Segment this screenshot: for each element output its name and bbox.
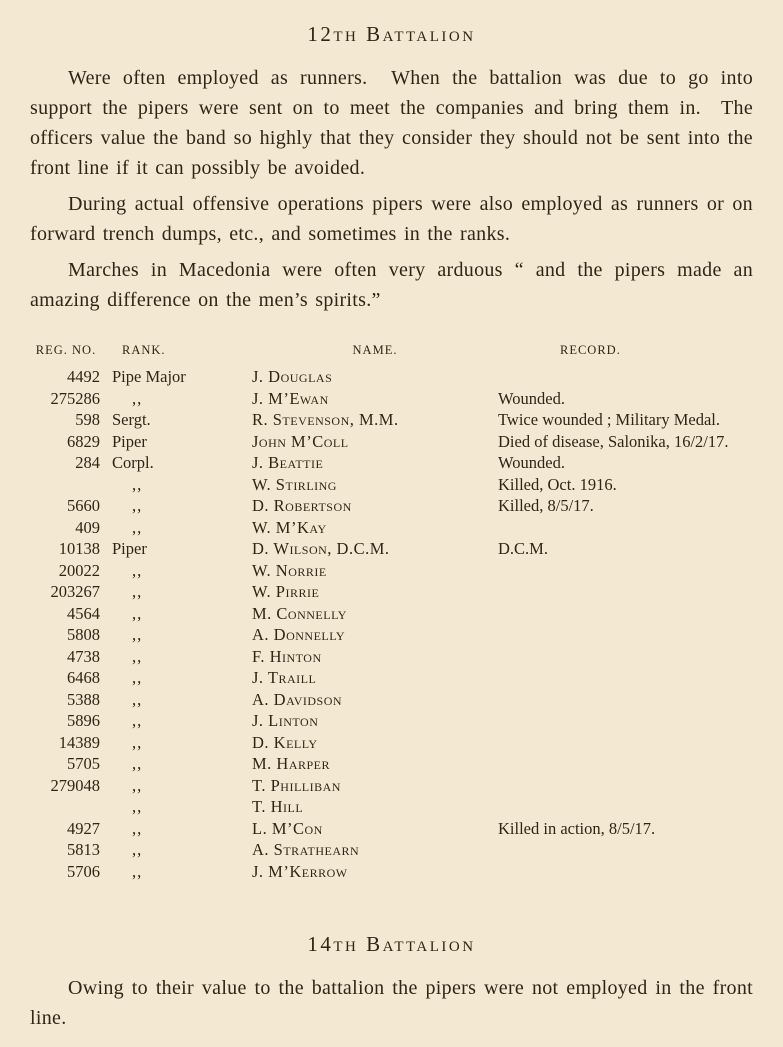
roster-body bbox=[30, 366, 753, 882]
cell-reg: 409 bbox=[75, 517, 100, 537]
cell-record: D.C.M. bbox=[498, 539, 548, 558]
cell-name: John M’Coll bbox=[252, 431, 349, 451]
cell-record bbox=[498, 861, 753, 883]
table-row bbox=[30, 753, 753, 775]
cell-reg: 284 bbox=[75, 453, 100, 472]
cell-reg: 4564 bbox=[67, 603, 100, 623]
cell-rank: Piper bbox=[112, 431, 147, 451]
cell-reg: 6468 bbox=[67, 668, 100, 687]
header-name: NAME. bbox=[352, 343, 398, 357]
cell-reg: 6829 bbox=[67, 431, 100, 451]
table-row bbox=[30, 689, 753, 711]
cell-rank: ,, bbox=[132, 582, 143, 601]
table-row bbox=[30, 646, 753, 668]
cell-record bbox=[498, 753, 753, 775]
table-row bbox=[30, 560, 753, 582]
cell-name: M. Connelly bbox=[252, 603, 347, 623]
header-row bbox=[30, 343, 753, 366]
table-row bbox=[30, 366, 753, 388]
table-row bbox=[30, 409, 753, 431]
cell-rank: ,, bbox=[132, 646, 143, 666]
cell-rank: ,, bbox=[132, 732, 143, 752]
cell-record bbox=[498, 689, 753, 711]
table-row bbox=[30, 818, 753, 840]
cell-record bbox=[498, 603, 753, 625]
table-row bbox=[30, 667, 753, 689]
cell-reg: 20022 bbox=[58, 560, 100, 580]
cell-name: W. Stirling bbox=[252, 474, 337, 494]
cell-reg: 4492 bbox=[67, 367, 100, 386]
table-row bbox=[30, 839, 753, 861]
cell-rank: ,, bbox=[132, 517, 143, 537]
cell-rank: Corpl. bbox=[112, 453, 154, 472]
cell-reg: 5388 bbox=[67, 689, 100, 709]
cell-reg: 203267 bbox=[50, 582, 100, 601]
piper-roster-table bbox=[30, 343, 753, 882]
paragraph-macedonia-marches: Marches in Macedonia were often very arduous “ and the pipers made an amazing difference on the men’s spirits.” bbox=[30, 259, 753, 311]
cell-record: Killed in action, 8/5/17. bbox=[498, 818, 656, 838]
header-rank: RANK. bbox=[122, 343, 166, 357]
cell-record: Wounded. bbox=[498, 388, 565, 408]
table-row bbox=[30, 431, 753, 453]
table-row bbox=[30, 861, 753, 883]
section-title-12th-battalion: 12th Battalion bbox=[307, 22, 476, 46]
cell-rank: ,, bbox=[132, 603, 143, 623]
cell-name: A. Davidson bbox=[252, 689, 343, 709]
paragraph-14th-battalion: Owing to their value to the battalion the pipers were not employed in the front line. bbox=[30, 977, 753, 1029]
cell-reg: 14389 bbox=[58, 732, 100, 752]
cell-name: J. Traill bbox=[252, 668, 317, 687]
cell-rank: Piper bbox=[112, 539, 147, 558]
cell-record: Died of disease, Salonika, 16/2/17. bbox=[498, 431, 729, 451]
table-row bbox=[30, 775, 753, 797]
table-row bbox=[30, 517, 753, 539]
cell-rank: ,, bbox=[132, 689, 143, 709]
cell-name: D. Kelly bbox=[252, 732, 318, 752]
cell-name: J. M’Ewan bbox=[252, 388, 329, 408]
paragraph-offensive-operations: During actual offensive operations pipers were also employed as runners or on forward trench dumps, etc., and sometimes in the ranks. bbox=[30, 193, 753, 245]
cell-record bbox=[498, 581, 753, 603]
table-row bbox=[30, 624, 753, 646]
cell-name: W. Norrie bbox=[252, 560, 327, 580]
cell-name: D. Wilson, D.C.M. bbox=[252, 539, 390, 558]
cell-record: Killed, Oct. 1916. bbox=[498, 474, 617, 494]
cell-reg: 4927 bbox=[67, 818, 100, 838]
cell-reg: 10138 bbox=[58, 539, 100, 558]
cell-rank: ,, bbox=[132, 560, 143, 580]
cell-name: J. Linton bbox=[252, 711, 319, 730]
cell-name: J. M’Kerrow bbox=[252, 861, 348, 881]
cell-name: T. Philliban bbox=[252, 775, 341, 795]
cell-reg bbox=[30, 474, 102, 496]
cell-record bbox=[498, 732, 753, 754]
cell-name: A. Strathearn bbox=[252, 840, 360, 859]
cell-rank: ,, bbox=[132, 775, 143, 795]
cell-name: A. Donnelly bbox=[252, 625, 346, 644]
table-row bbox=[30, 581, 753, 603]
cell-record bbox=[498, 624, 753, 646]
cell-reg: 5705 bbox=[67, 754, 100, 773]
cell-rank: ,, bbox=[132, 818, 143, 838]
cell-rank: ,, bbox=[132, 474, 143, 494]
cell-record bbox=[498, 775, 753, 797]
cell-reg: 5896 bbox=[67, 711, 100, 730]
cell-record: Twice wounded ; Military Medal. bbox=[498, 410, 721, 429]
cell-rank: ,, bbox=[132, 861, 143, 881]
table-row bbox=[30, 474, 753, 496]
cell-rank: Pipe Major bbox=[112, 367, 186, 386]
cell-name: W. M’Kay bbox=[252, 517, 327, 537]
paragraph-runners: Were often employed as runners. When the battalion was due to go into support the pipers were sent on to meet the companies and bring them in. The officers value the band so highly that they consider they should not be sent into the front line if it can possibly be avoided. bbox=[30, 67, 753, 179]
cell-record bbox=[498, 646, 753, 668]
cell-name: F. Hinton bbox=[252, 646, 322, 666]
cell-name: R. Stevenson, M.M. bbox=[252, 410, 399, 429]
cell-record bbox=[498, 839, 753, 861]
table-row bbox=[30, 710, 753, 732]
table-row bbox=[30, 732, 753, 754]
table-row bbox=[30, 796, 753, 818]
cell-record: Wounded. bbox=[498, 453, 565, 472]
roster-header bbox=[30, 343, 753, 366]
table-row bbox=[30, 452, 753, 474]
cell-record bbox=[498, 796, 753, 818]
cell-rank: ,, bbox=[132, 625, 143, 644]
cell-reg: 275286 bbox=[50, 388, 100, 408]
header-record: RECORD. bbox=[560, 343, 621, 357]
cell-rank: ,, bbox=[132, 711, 143, 730]
cell-record bbox=[498, 517, 753, 539]
cell-name: J. Douglas bbox=[252, 367, 333, 386]
cell-name: D. Robertson bbox=[252, 496, 352, 515]
cell-record bbox=[498, 366, 753, 388]
cell-rank: ,, bbox=[132, 797, 143, 816]
cell-reg: 5660 bbox=[67, 496, 100, 515]
cell-rank: ,, bbox=[132, 840, 143, 859]
cell-record bbox=[498, 667, 753, 689]
cell-reg: 5813 bbox=[67, 840, 100, 859]
cell-rank: ,, bbox=[132, 388, 143, 408]
cell-reg: 598 bbox=[75, 410, 100, 429]
table-row bbox=[30, 388, 753, 410]
cell-rank: Sergt. bbox=[112, 410, 151, 429]
cell-reg: 4738 bbox=[67, 646, 100, 666]
cell-record: Killed, 8/5/17. bbox=[498, 496, 594, 515]
cell-rank: ,, bbox=[132, 496, 143, 515]
cell-name: L. M’Con bbox=[252, 818, 323, 838]
cell-name: T. Hill bbox=[252, 797, 304, 816]
cell-rank: ,, bbox=[132, 754, 143, 773]
section-title-14th-battalion: 14th Battalion bbox=[307, 932, 476, 956]
table-row bbox=[30, 538, 753, 560]
cell-reg: 5808 bbox=[67, 625, 100, 644]
cell-reg: 5706 bbox=[67, 861, 100, 881]
cell-reg: 279048 bbox=[50, 775, 100, 795]
cell-record bbox=[498, 710, 753, 732]
cell-reg bbox=[30, 796, 102, 818]
cell-name: M. Harper bbox=[252, 754, 331, 773]
cell-rank: ,, bbox=[132, 668, 143, 687]
cell-record bbox=[498, 560, 753, 582]
table-row bbox=[30, 495, 753, 517]
cell-name: J. Beattie bbox=[252, 453, 324, 472]
cell-name: W. Pirrie bbox=[252, 582, 320, 601]
table-row bbox=[30, 603, 753, 625]
header-reg-no: REG. NO. bbox=[35, 343, 97, 357]
